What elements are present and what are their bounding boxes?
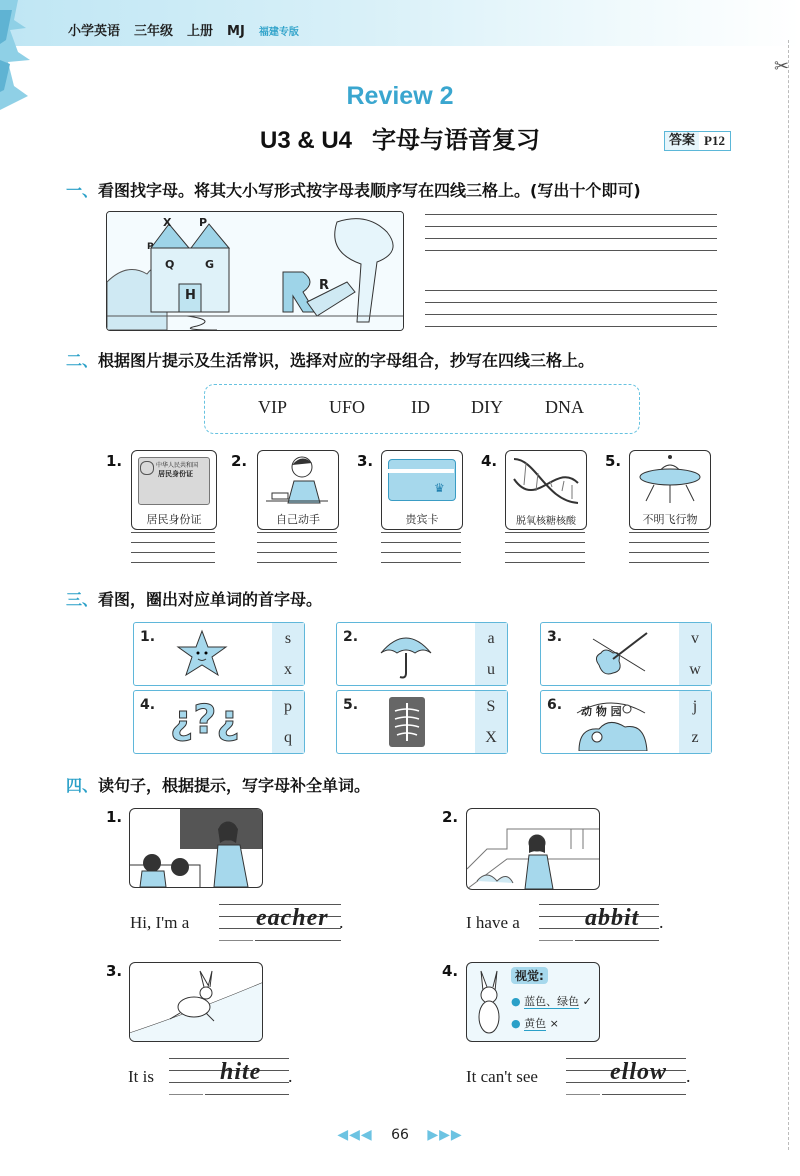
- cross-icon: ×: [549, 1017, 559, 1030]
- cut-line: [788, 40, 789, 1150]
- writing-grid-1[interactable]: [425, 214, 717, 250]
- s2-item5-grid[interactable]: [629, 532, 709, 562]
- emblem-icon: [140, 461, 154, 475]
- s3-item5-number: 5.: [343, 697, 359, 713]
- diy-boy-picture: [257, 450, 339, 530]
- dna-picture: [505, 450, 587, 530]
- left-arrows-icon: ◀◀◀: [337, 1127, 373, 1143]
- s3-item5-letter-b[interactable]: X: [475, 722, 507, 753]
- zoo-sign-text: 动 物 园: [581, 705, 622, 718]
- castle-letter-p2: P: [147, 242, 154, 252]
- check-icon: ✓: [582, 995, 592, 1008]
- s3-item3-number: 3.: [547, 629, 563, 645]
- section4-number: 四、: [66, 776, 99, 795]
- hint-title: 视觉:: [511, 967, 548, 984]
- castle-letter-p: P: [199, 216, 208, 229]
- star-icon: [176, 629, 228, 679]
- page-number: 66: [391, 1127, 409, 1143]
- question-mark-icon: ¿?¿: [170, 697, 240, 743]
- s2-item1-number: 1.: [106, 452, 123, 470]
- s3-item3-letter-a[interactable]: v: [679, 623, 711, 656]
- section4-heading: [66, 773, 370, 796]
- hint-colors-2: 黄色: [524, 1017, 547, 1030]
- s4-item1-number: 1.: [106, 808, 123, 826]
- s3-item4-letter-a[interactable]: p: [272, 691, 304, 724]
- scissors-icon: ✂: [774, 56, 790, 77]
- section3-heading: [66, 587, 322, 610]
- castle-picture: [106, 211, 404, 331]
- section4-instruction: 读句子，根据提示，写字母补全单词。: [98, 776, 371, 795]
- hint-line-2: ● 黄色 ×: [511, 1017, 559, 1030]
- writing-grid-2[interactable]: [425, 290, 717, 326]
- s2-item4-grid[interactable]: [505, 532, 585, 562]
- header-region: 福建专版: [258, 27, 299, 38]
- s3-card-2: [336, 622, 508, 686]
- s3-card-3: [540, 622, 712, 686]
- option-vip: VIP: [258, 397, 288, 417]
- rabbit-icon: [473, 969, 507, 1037]
- s2-item3-number: 3.: [357, 452, 374, 470]
- s4-item4-number: 4.: [442, 962, 459, 980]
- vip-card-picture: [381, 450, 463, 530]
- s4-item1-prefix: Hi, I'm a: [130, 913, 190, 932]
- option-diy: DIY: [471, 397, 503, 417]
- s4-item3-word: hite: [220, 1059, 262, 1085]
- id-card-mid-text: 居民身份证: [158, 470, 193, 478]
- s4-item4-period: .: [686, 1066, 691, 1086]
- hint-line-1: ● 蓝色、绿色 ✓: [511, 995, 592, 1008]
- section3-number: 三、: [66, 590, 99, 609]
- s4-item2-word: abbit: [585, 905, 640, 931]
- option-dna: DNA: [545, 397, 584, 417]
- s3-card-1: [133, 622, 305, 686]
- s3-card-6: [540, 690, 712, 754]
- ufo-picture: [629, 450, 711, 530]
- s4-item4-word: ellow: [610, 1059, 667, 1085]
- s2-item4-number: 4.: [481, 452, 498, 470]
- s2-item4-caption: 脱氧核糖核酸: [516, 516, 576, 527]
- page-title: Review 2: [346, 82, 454, 110]
- hint-colors-1: 蓝色、绿色: [524, 995, 580, 1008]
- s3-item4-number: 4.: [140, 697, 156, 713]
- header-edition-code: MJ: [227, 24, 245, 39]
- classroom-picture: [129, 808, 263, 888]
- xray-icon: [389, 697, 425, 747]
- section1-number: 一、: [66, 181, 99, 200]
- s2-item2-number: 2.: [231, 452, 248, 470]
- right-arrows-icon: ▶▶▶: [427, 1127, 463, 1143]
- s3-item1-letter-b[interactable]: x: [272, 654, 304, 685]
- s3-item6-letter-b[interactable]: z: [679, 722, 711, 753]
- castle-letter-q: Q: [165, 258, 175, 271]
- option-ufo: UFO: [329, 397, 366, 417]
- id-card-top-text: 中华人民共和国: [156, 462, 199, 469]
- s2-item1-grid[interactable]: [131, 532, 215, 562]
- s4-item1-word: eacher: [256, 905, 329, 931]
- header-book: 小学英语: [68, 24, 121, 39]
- s3-item2-letter-a[interactable]: a: [475, 623, 507, 656]
- s4-item2-period: .: [659, 912, 664, 932]
- crown-icon: ♛: [434, 481, 445, 495]
- section1-instruction: 看图找字母。将其大小写形式按字母表顺序写在四线三格上。(写出十个即可): [98, 181, 641, 200]
- s2-item1-caption: 居民身份证: [146, 513, 202, 526]
- vision-hint-picture: [466, 962, 600, 1042]
- s3-item2-number: 2.: [343, 629, 359, 645]
- s2-item5-caption: 不明飞行物: [642, 513, 698, 526]
- section2-number: 二、: [66, 351, 99, 370]
- s4-item2-prefix: I have a: [466, 913, 520, 932]
- castle-letter-h: H: [185, 288, 196, 303]
- girl-rabbit-picture: [466, 808, 600, 890]
- id-card-picture: [131, 450, 217, 530]
- s2-item2-caption: 自己动手: [276, 513, 320, 526]
- s3-item3-letter-b[interactable]: w: [679, 654, 711, 685]
- s3-item2-letter-b[interactable]: u: [475, 654, 507, 685]
- answer-label: 答案: [665, 132, 699, 150]
- s3-item1-letter-a[interactable]: s: [272, 623, 304, 656]
- header-grade: 三年级: [134, 24, 174, 39]
- page-footer: [0, 1127, 800, 1143]
- s2-item3-grid[interactable]: [381, 532, 461, 562]
- header-volume: 上册: [187, 24, 214, 39]
- s4-item3-period: .: [288, 1066, 293, 1086]
- rabbit-running-picture: [129, 962, 263, 1042]
- section1-heading: [66, 178, 641, 201]
- slide-letter-r: R: [319, 278, 330, 293]
- violin-icon: [585, 627, 655, 681]
- page-subtitle: U3 & U4 字母与语音复习: [259, 127, 541, 154]
- castle-letter-g: G: [205, 258, 215, 271]
- castle-letter-x: X: [163, 216, 172, 229]
- answer-reference: [664, 131, 731, 151]
- umbrella-icon: [377, 627, 435, 681]
- section2-instruction: 根据图片提示及生活常识，选择对应的字母组合，抄写在四线三格上。: [98, 351, 595, 370]
- s4-item4-prefix: It can't see: [466, 1067, 538, 1086]
- s3-card-4: [133, 690, 305, 754]
- s3-item6-letter-a[interactable]: j: [679, 691, 711, 724]
- s4-item3-number: 3.: [106, 962, 123, 980]
- s4-item2-number: 2.: [442, 808, 459, 826]
- s3-item6-number: 6.: [547, 697, 563, 713]
- option-id: ID: [411, 397, 430, 417]
- s3-item1-number: 1.: [140, 629, 156, 645]
- s3-item4-letter-b[interactable]: q: [272, 722, 304, 753]
- answer-page: P12: [699, 132, 730, 150]
- s2-item3-caption: 贵宾卡: [405, 513, 439, 526]
- section2-heading: [66, 348, 594, 371]
- s3-card-5: [336, 690, 508, 754]
- header-text: [68, 20, 313, 39]
- s3-item5-letter-a[interactable]: S: [475, 691, 507, 724]
- s2-item2-grid[interactable]: [257, 532, 337, 562]
- s4-item3-prefix: It is: [128, 1067, 154, 1086]
- section3-instruction: 看图，圈出对应单词的首字母。: [98, 590, 323, 609]
- s2-item5-number: 5.: [605, 452, 622, 470]
- s4-item1-period: .: [339, 912, 344, 932]
